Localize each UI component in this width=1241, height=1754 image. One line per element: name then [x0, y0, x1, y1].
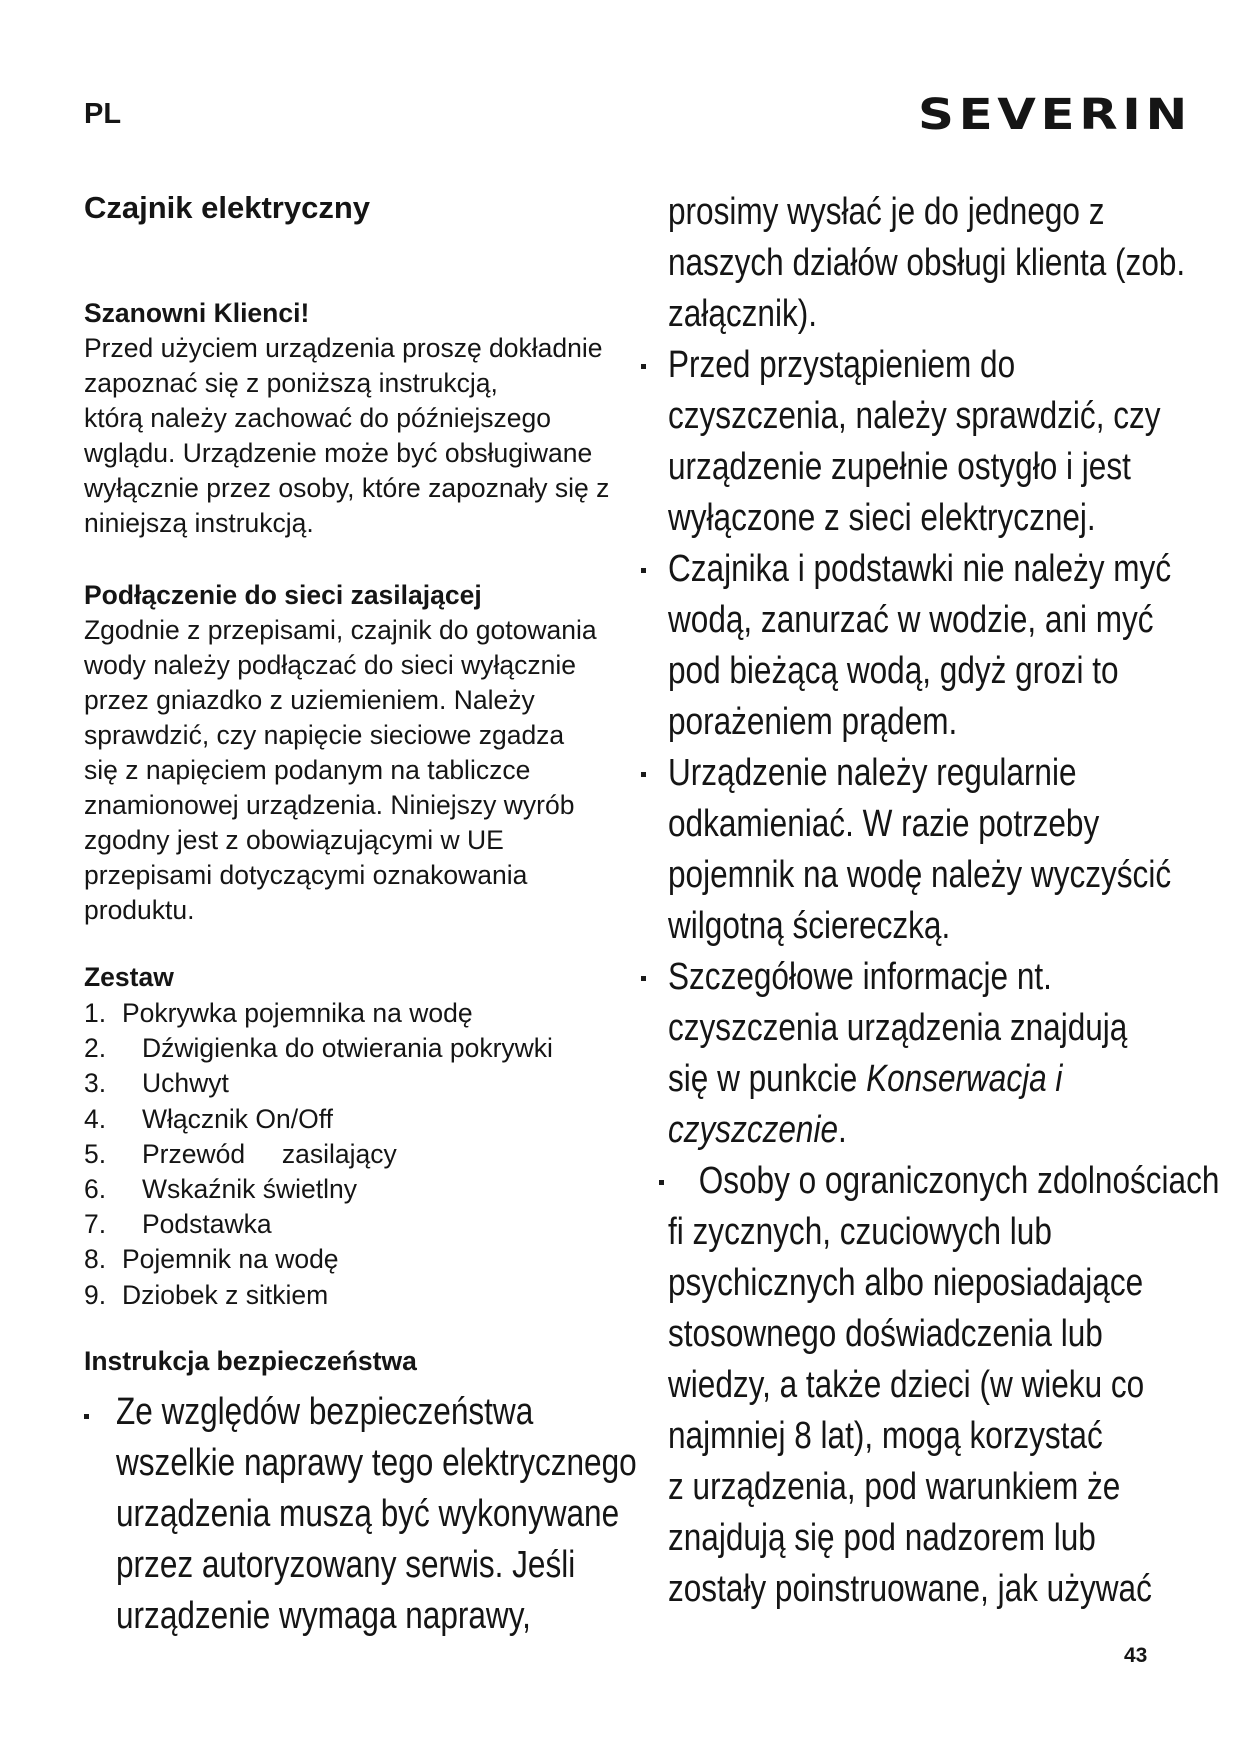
- right-column: [668, 187, 1219, 1615]
- safety-line: prosimy wysłać je do jednego z: [668, 191, 1105, 233]
- safety-line: wilgotną ściereczką.: [668, 905, 951, 947]
- safety-text: się w punkcie: [668, 1058, 867, 1100]
- safety-line: wyłączone z sieci elektrycznej.: [668, 497, 1096, 539]
- safety-line: Osoby o ograniczonych zdolnościach: [698, 1160, 1220, 1202]
- set-item: [84, 1172, 553, 1207]
- greeting-line: zapoznać się z poniższą instrukcją,: [84, 368, 498, 398]
- safety-line: pojemnik na wodę należy wyczyścić: [668, 854, 1172, 896]
- greeting-heading: Szanowni Klienci!: [84, 298, 310, 328]
- power-line: się z napięciem podanym na tabliczce: [84, 755, 531, 785]
- set-item: [84, 1137, 553, 1172]
- power-line: wody należy podłączać do sieci wyłącznie: [84, 650, 576, 680]
- safety-line: załącznik).: [668, 293, 817, 335]
- power-line: Zgodnie z przepisami, czajnik do gotowania: [84, 615, 597, 645]
- power-line: przepisami dotyczącymi oznakowania: [84, 860, 528, 890]
- safety-heading: Instrukcja bezpieczeństwa: [84, 1346, 417, 1376]
- safety-line: Szczegółowe informacje nt.: [668, 956, 1052, 998]
- safety-line: pod bieżącą wodą, gdyż grozi to: [668, 650, 1119, 692]
- set-item-number: 3.: [84, 1068, 107, 1099]
- bullet-dot: [641, 772, 646, 777]
- safety-line: czyszczenia, należy sprawdzić, czy: [668, 395, 1161, 437]
- set-item-label: Włącznik On/Off: [142, 1103, 333, 1134]
- set-item: [84, 1066, 553, 1101]
- document-title: Czajnik elektryczny: [84, 190, 371, 225]
- set-item-number: 2.: [84, 1033, 107, 1064]
- safety-line: urządzenie zupełnie ostygło i jest: [668, 446, 1131, 488]
- safety-line: porażeniem prądem.: [668, 701, 958, 743]
- set-item-number: 7.: [84, 1209, 107, 1240]
- greeting-line: niniejszą instrukcją.: [84, 508, 314, 538]
- greeting-line: którą należy zachować do późniejszego: [84, 403, 551, 433]
- set-item-number: 9.: [84, 1279, 107, 1310]
- safety-line: urządzenie wymaga naprawy,: [116, 1595, 531, 1637]
- power-line: sprawdzić, czy napięcie sieciowe zgadza: [84, 720, 565, 750]
- set-item: [84, 996, 553, 1031]
- safety-line: zostały poinstruowane, jak używać: [668, 1568, 1152, 1610]
- safety-line: wszelkie naprawy tego elektrycznego: [116, 1442, 637, 1484]
- set-item-label: Uchwyt: [142, 1068, 229, 1099]
- safety-line: znajdują się pod nadzorem lub: [668, 1517, 1096, 1559]
- set-item: [84, 1031, 553, 1066]
- set-heading: Zestaw: [84, 962, 174, 992]
- safety-line: wodą, zanurzać w wodzie, ani myć: [668, 599, 1154, 641]
- set-item: [84, 1278, 553, 1313]
- bullet-dot: [659, 1180, 664, 1185]
- safety-line: z urządzenia, pod warunkiem że: [668, 1466, 1121, 1508]
- greeting-line: wglądu. Urządzenie może być obsługiwane: [84, 438, 593, 468]
- power-line: znamionowej urządzenia. Niniejszy wyrób: [84, 790, 575, 820]
- set-item-label: Pojemnik na wodę: [122, 1244, 339, 1275]
- section-reference: czyszczenie: [668, 1109, 839, 1151]
- safety-line: stosownego doświadczenia lub: [668, 1313, 1103, 1355]
- safety-line: wiedzy, a także dzieci (w wieku co: [668, 1364, 1145, 1406]
- language-code: PL: [84, 98, 122, 130]
- safety-line: psychicznych albo nieposiadające: [668, 1262, 1144, 1304]
- safety-line: najmniej 8 lat), mogą korzystać: [668, 1415, 1103, 1457]
- safety-line: urządzenia muszą być wykonywane: [116, 1493, 620, 1535]
- section-reference: Konserwacja i: [866, 1058, 1063, 1100]
- safety-line: Czajnika i podstawki nie należy myć: [668, 548, 1172, 590]
- safety-line: fi zycznych, czuciowych lub: [668, 1211, 1052, 1253]
- safety-text: .: [838, 1109, 847, 1151]
- power-line: zgodny jest z obowiązującymi w UE: [84, 825, 504, 855]
- safety-line: Ze względów bezpieczeństwa: [116, 1391, 534, 1433]
- set-item-number: 6.: [84, 1173, 107, 1204]
- power-line: produktu.: [84, 895, 195, 925]
- bullet-dot: [84, 1414, 89, 1419]
- safety-line: Urządzenie należy regularnie: [668, 752, 1077, 794]
- greeting-line: Przed użyciem urządzenia proszę dokładnie: [84, 333, 603, 363]
- set-item-label: Pokrywka pojemnika na wodę: [122, 998, 473, 1028]
- safety-line: naszych działów obsługi klienta (zob.: [668, 242, 1186, 284]
- set-item-label: Dziobek z sitkiem: [122, 1279, 329, 1310]
- safety-line: [668, 1054, 1219, 1105]
- bullet-dot: [641, 364, 646, 369]
- power-section: [84, 578, 624, 928]
- power-heading: Podłączenie do sieci zasilającej: [84, 580, 482, 610]
- power-line: przez gniazdko z uziemieniem. Należy: [84, 685, 535, 715]
- set-item: [84, 1242, 553, 1277]
- bullet-dot: [641, 976, 646, 981]
- set-item: [84, 1102, 553, 1137]
- greeting-section: [84, 296, 624, 541]
- safety-line: przez autoryzowany serwis. Jeśli: [116, 1544, 576, 1586]
- set-item-number: 5.: [84, 1138, 107, 1169]
- safety-line: czyszczenia urządzenia znajdują: [668, 1007, 1128, 1049]
- set-item-label: Dźwigienka do otwierania pokrywki: [142, 1033, 553, 1064]
- greeting-line: wyłącznie przez osoby, które zapoznały się z: [84, 473, 610, 503]
- safety-line: [668, 1105, 1219, 1156]
- brand-logo: SEVERIN: [918, 90, 1192, 140]
- safety-bullet-repairs: [116, 1387, 637, 1642]
- safety-line: Przed przystąpieniem do: [668, 344, 1016, 386]
- set-list: [84, 996, 553, 1313]
- safety-line: odkamieniać. W razie potrzeby: [668, 803, 1100, 845]
- page-number: 43: [1124, 1644, 1148, 1667]
- set-item-label: Przewód zasilający: [142, 1138, 397, 1169]
- set-item: [84, 1207, 553, 1242]
- set-item-label: Podstawka: [142, 1209, 272, 1240]
- bullet-dot: [641, 568, 646, 573]
- set-item-number: 8.: [84, 1244, 107, 1275]
- set-item-number: 4.: [84, 1103, 107, 1134]
- set-item-label: Wskaźnik świetlny: [142, 1173, 357, 1204]
- set-item-number: 1.: [84, 998, 107, 1028]
